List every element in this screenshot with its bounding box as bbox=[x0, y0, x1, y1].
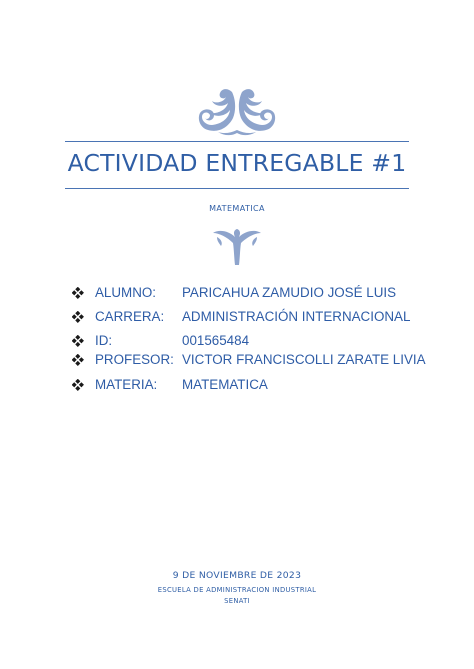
field-value: ADMINISTRACIÓN INTERNACIONAL bbox=[182, 309, 411, 324]
list-item-alumno bbox=[72, 285, 462, 303]
field-label: CARRERA: bbox=[95, 309, 165, 324]
field-label: ID: bbox=[95, 333, 113, 348]
list-item-materia bbox=[72, 377, 462, 395]
list-item-profesor bbox=[72, 352, 462, 370]
floral-ornament-icon bbox=[188, 86, 286, 138]
document-date: 9 DE NOVIEMBRE DE 2023 bbox=[172, 570, 302, 581]
diamond-bullet-icon bbox=[72, 287, 84, 299]
field-value: PARICAHUA ZAMUDIO JOSÉ LUIS bbox=[182, 285, 397, 300]
title-top-rule bbox=[65, 141, 409, 142]
list-item-id bbox=[72, 333, 462, 351]
document-title: ACTIVIDAD ENTREGABLE #1 bbox=[67, 149, 407, 177]
field-value: VICTOR FRANCISCOLLI ZARATE LIVIA bbox=[182, 352, 426, 367]
institution-name: SENATI bbox=[224, 597, 250, 605]
document-subtitle: MATEMATICA bbox=[209, 204, 265, 213]
field-value: MATEMATICA bbox=[182, 377, 268, 392]
field-label: MATERIA: bbox=[95, 377, 158, 392]
field-label: PROFESOR: bbox=[95, 352, 174, 367]
diamond-bullet-icon bbox=[72, 379, 84, 391]
field-label: ALUMNO: bbox=[95, 285, 157, 300]
diamond-bullet-icon bbox=[72, 311, 84, 323]
diamond-bullet-icon bbox=[72, 354, 84, 366]
title-bottom-rule bbox=[65, 188, 409, 189]
fleuron-ornament-icon bbox=[209, 227, 265, 267]
list-item-carrera bbox=[72, 309, 462, 327]
school-name: ESCUELA DE ADMINISTRACION INDUSTRIAL bbox=[157, 586, 317, 594]
field-value: 001565484 bbox=[182, 333, 250, 348]
diamond-bullet-icon bbox=[72, 335, 84, 347]
